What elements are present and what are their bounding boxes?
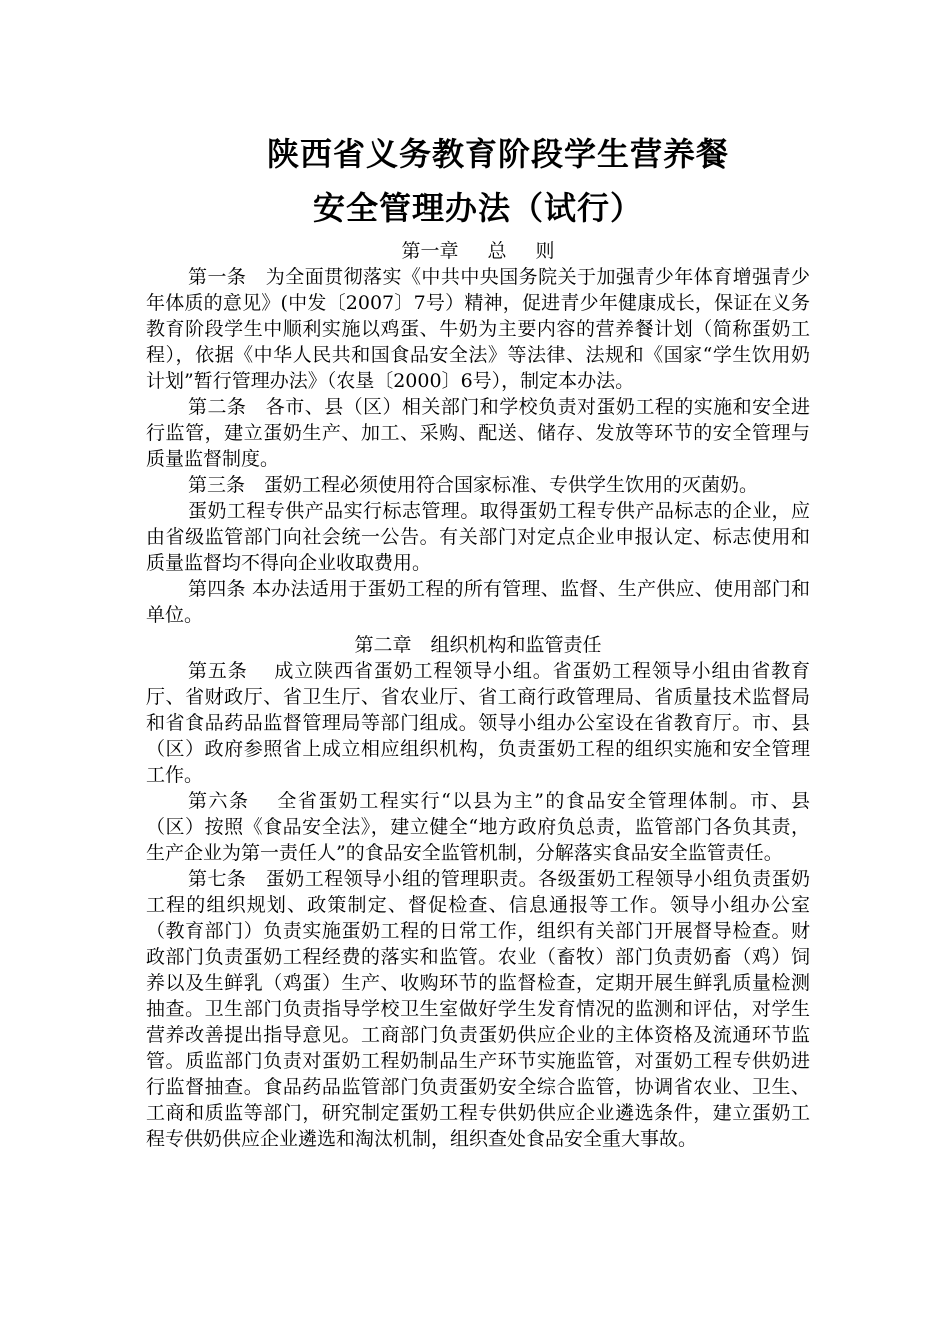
article-1-paragraph: 第一条 为全面贯彻落实《中共中央国务院关于加强青少年体育增强青少年体质的意见》(中发〔2007〕7号）精神，促进青少年健康成长，保证在义务教育阶段学生中顺利实施以鸡蛋、牛奶为主要内容的营养餐计划（简称蛋奶工程），依据《中华人民共和国食品安全法》等法律、法规和《国家“学生饮用奶计划”暂行管理办法》（农垦〔2000〕6号），制定本办法。 xyxy=(146,266,810,392)
chapter-2-heading: 第二章 组织机构和监管责任 xyxy=(354,634,602,656)
article-3-paragraph: 第三条 蛋奶工程必须使用符合国家标准、专供学生饮用的灭菌奶。 xyxy=(188,474,759,496)
article-7-paragraph: 第七条 蛋奶工程领导小组的管理职责。各级蛋奶工程领导小组负责蛋奶工程的组织规划、政策制定、督促检查、信息通报等工作。领导小组办公室（教育部门）负责实施蛋奶工程的日常工作，组织有关部门开展督导检查。财政部门负责蛋奶工程经费的落实和监管。农业（畜牧）部门负责奶畜（鸡）饲养以及生鲜乳（鸡蛋）生产、收购环节的监督检查，定期开展生鲜乳质量检测抽查。卫生部门负责指导学校卫生室做好学生发育情况的监测和评估，对学生营养改善提出指导意见。工商部门负责蛋奶供应企业的主体资格及流通环节监管。质监部门负责对蛋奶工程奶制品生产环节实施监管，对蛋奶工程专供奶进行监督抽查。食品药品监管部门负责蛋奶安全综合监管，协调省农业、卫生、工商和质监等部门，研究制定蛋奶工程专供奶供应企业遴选条件，建立蛋奶工程专供奶供应企业遴选和淘汰机制，组织查处食品安全重大事故。 xyxy=(146,868,810,1150)
document-title-line-1: 陕西省义务教育阶段学生营养餐 xyxy=(266,135,729,173)
article-2-paragraph: 第二条 各市、县（区）相关部门和学校负责对蛋奶工程的实施和安全进行监管，建立蛋奶生产、加工、采购、配送、储存、发放等环节的安全管理与质量监督制度。 xyxy=(146,396,810,470)
chapter-1-heading: 第一章 总 则 xyxy=(401,240,555,262)
document-page xyxy=(146,122,810,1152)
article-5-paragraph: 第五条 成立陕西省蛋奶工程领导小组。省蛋奶工程领导小组由省教育厅、省财政厅、省卫生厅、省农业厅、省工商行政管理局、省质量技术监督局和省食品药品监督管理局等部门组成。领导小组办公室设在省教育厅。市、县（区）政府参照省上成立相应组织机构，负责蛋奶工程的组织实施和安全管理工作。 xyxy=(146,660,810,786)
article-3-sub-paragraph: 蛋奶工程专供产品实行标志管理。取得蛋奶工程专供产品标志的企业，应由省级监管部门向社会统一公告。有关部门对定点企业申报认定、标志使用和质量监督均不得向企业收取费用。 xyxy=(146,500,810,574)
article-6-paragraph: 第六条 全省蛋奶工程实行“以县为主”的食品安全管理体制。市、县（区）按照《食品安全法》，建立健全“地方政府负总责，监管部门各负其责，生产企业为第一责任人”的食品安全监管机制，分解落实食品安全监管责任。 xyxy=(146,790,810,864)
article-4-paragraph: 第四条 本办法适用于蛋奶工程的所有管理、监督、生产供应、使用部门和单位。 xyxy=(146,578,810,626)
document-title-line-2: 安全管理办法（试行） xyxy=(312,189,643,227)
